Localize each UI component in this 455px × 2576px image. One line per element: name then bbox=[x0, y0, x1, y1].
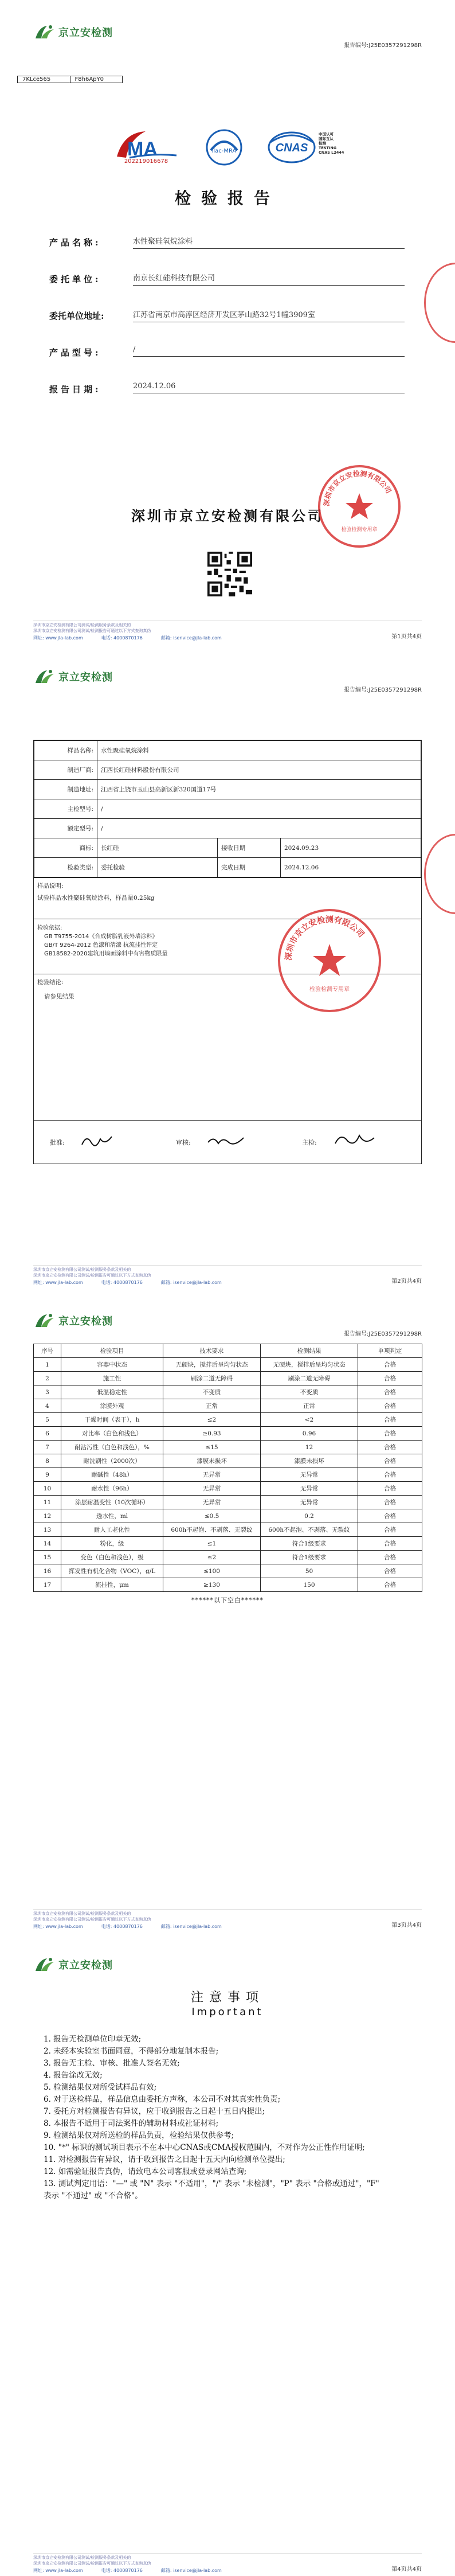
code-1: 7KLce565 bbox=[22, 76, 51, 83]
notice-subtitle: Important bbox=[191, 2006, 264, 2018]
table-cell: 2 bbox=[34, 1372, 61, 1385]
table-cell: 刷涂二道无障碍 bbox=[261, 1372, 358, 1385]
table-cell: 耐人工老化性 bbox=[61, 1523, 163, 1537]
table-row bbox=[34, 1399, 422, 1413]
table-cell: 合格 bbox=[358, 1358, 422, 1372]
table-cell: 正常 bbox=[261, 1399, 358, 1413]
cma-number: 202219016678 bbox=[124, 158, 168, 165]
page-number: 第4页共4页 bbox=[391, 2566, 422, 2573]
table-cell: 11 bbox=[34, 1496, 61, 1509]
table-cell: 低温稳定性 bbox=[61, 1385, 163, 1399]
form-row: 样品名称: 水性聚硅氧烷涂料 bbox=[34, 741, 421, 760]
form-row: 制造厂商: 江西长红硅材料股份有限公司 bbox=[34, 760, 421, 780]
table-cell: 17 bbox=[34, 1578, 61, 1592]
report-title: 检验报告 bbox=[174, 189, 280, 208]
svg-text:MA: MA bbox=[127, 138, 158, 160]
notice-item: 1. 报告无检测单位印章无效; bbox=[44, 2035, 142, 2044]
table-cell: 4 bbox=[34, 1399, 61, 1413]
brand-logo bbox=[33, 668, 113, 686]
table-cell: 0.2 bbox=[261, 1509, 358, 1523]
table-cell: 不变质 bbox=[261, 1385, 358, 1399]
notice-item: 6. 对于送检样品，样品信息由委托方声称，本公司不对其真实性负责; bbox=[44, 2095, 281, 2104]
footer-email[interactable]: 邮箱: isenvice@jla-lab.com bbox=[160, 635, 222, 641]
table-cell: 透水性，ml bbox=[61, 1509, 163, 1523]
blank-note: ******以下空白****** bbox=[191, 1597, 264, 1604]
test-conclusion: 检验结论: 请参见结果 bbox=[34, 974, 421, 1100]
notice-item: 3. 报告无主检、审核、批准人签名无效; bbox=[44, 2059, 180, 2068]
form-row-trademark: 商标: 长红硅 接收日期 2024.09.23 bbox=[34, 838, 421, 858]
notice-item: 8. 本报告不适用于司法案件的辅助材料或社证材料; bbox=[44, 2119, 219, 2128]
certification-logos bbox=[112, 123, 353, 169]
table-cell: 合格 bbox=[358, 1441, 422, 1454]
table-cell: 合格 bbox=[358, 1468, 422, 1482]
table-cell: 7 bbox=[34, 1441, 61, 1454]
form-row: 主检型号: / bbox=[34, 799, 421, 819]
table-cell: 合格 bbox=[358, 1385, 422, 1399]
footer-email[interactable]: 邮箱: isenvice@jla-lab.com bbox=[160, 1280, 222, 1285]
table-cell: 漆膜未损坏 bbox=[261, 1454, 358, 1468]
notice-item: 2. 未经本实验室书面同意，不得部分地复制本报告; bbox=[44, 2047, 219, 2056]
notice-item: 5. 检测结果仅对所受试样品有效; bbox=[44, 2083, 157, 2092]
cnas-text: CNAS bbox=[275, 142, 308, 154]
table-cell: 无硬块，搅拌后呈均匀状态 bbox=[261, 1358, 358, 1372]
cnas-logo bbox=[267, 127, 353, 167]
notice-item: 13. 测试判定用语："—" 或 "N" 表示 "不适用"，"/" 表示 "未检测"，"P" 表示 "合格或通过"，"F" 表示 "不通过" 或 "不合格"。 bbox=[44, 2179, 379, 2200]
info-row-product: 产品名称: 水性聚硅氧烷涂料 bbox=[49, 236, 405, 273]
table-cell: <2 bbox=[261, 1413, 358, 1427]
form-row-check-type: 检验类型: 委托检验 完成日期 2024.12.06 bbox=[34, 858, 421, 877]
form-row: 额定型号: / bbox=[34, 819, 421, 838]
table-cell: 干燥时间（表干），h bbox=[61, 1413, 163, 1427]
info-row-address: 委托单位地址: 江苏省南京市高淳区经济开发区茅山路32号1幢3909室 bbox=[49, 310, 405, 346]
table-row bbox=[34, 1482, 422, 1496]
table-cell: 10 bbox=[34, 1482, 61, 1496]
notice-item: 7. 委托方对检测报告有异议，应于收到报告之日起十五日内提出; bbox=[44, 2107, 265, 2116]
table-cell: 1 bbox=[34, 1358, 61, 1372]
table-cell: 施工性 bbox=[61, 1372, 163, 1385]
table-row bbox=[34, 1578, 422, 1592]
page-header bbox=[0, 1933, 455, 1977]
brand-logo-icon bbox=[33, 668, 56, 685]
table-cell: 不变质 bbox=[163, 1385, 261, 1399]
footer-phone: 电话: 4000870176 bbox=[101, 635, 143, 641]
page-header bbox=[0, 1289, 455, 1337]
info-row-date: 报告日期: 2024.12.06 bbox=[49, 383, 405, 420]
notice-list bbox=[44, 2034, 387, 2202]
brand-name: 京立安检测 bbox=[58, 1960, 113, 1972]
footer-email[interactable]: 邮箱: isenvice@jla-lab.com bbox=[160, 1924, 222, 1929]
footer-phone: 电话: 4000870176 bbox=[101, 1924, 143, 1929]
report-page-2 bbox=[0, 645, 455, 1289]
brand-logo bbox=[33, 1312, 113, 1330]
report-info bbox=[49, 236, 405, 420]
brand-logo-icon bbox=[33, 1956, 56, 1973]
table-cell: 无异常 bbox=[163, 1482, 261, 1496]
table-cell: 合格 bbox=[358, 1523, 422, 1537]
brand-logo bbox=[33, 23, 113, 41]
table-cell: ≥130 bbox=[163, 1578, 261, 1592]
table-cell: ≤1 bbox=[163, 1537, 261, 1551]
side-seal bbox=[424, 263, 455, 343]
table-cell: 无异常 bbox=[261, 1468, 358, 1482]
table-cell: 耐洗刷性（2000次） bbox=[61, 1454, 163, 1468]
table-cell: 流挂性，μm bbox=[61, 1578, 163, 1592]
notice-item: 12. 如需验证报告真伪，请致电本公司客服或登录网站查询; bbox=[44, 2167, 247, 2176]
footer-phone: 电话: 4000870176 bbox=[101, 2568, 143, 2573]
table-cell: 3 bbox=[34, 1385, 61, 1399]
table-cell: 合格 bbox=[358, 1372, 422, 1385]
table-cell: 14 bbox=[34, 1537, 61, 1551]
page-footer: 深圳市京立安检测有限公司测试/检测服务条款及相关的 深圳市京立安检测有限公司测试/检测报告可通过以下方式查询真伪 网址: www.jla-lab.com 电话: 4000870176 邮箱: isenvice@jla-lab.com 第1页共4页 bbox=[33, 620, 422, 641]
table-cell: 6 bbox=[34, 1427, 61, 1441]
report-page-1 bbox=[0, 0, 455, 645]
table-cell: 8 bbox=[34, 1454, 61, 1468]
table-row bbox=[34, 1564, 422, 1578]
signature-inspector bbox=[332, 1130, 378, 1150]
brand-name: 京立安检测 bbox=[58, 27, 113, 39]
page-header bbox=[0, 0, 455, 49]
code-2: F8h6ApY0 bbox=[70, 76, 123, 83]
table-cell: 挥发性有机化合物（VOC），g/L bbox=[61, 1564, 163, 1578]
official-seal bbox=[316, 463, 402, 549]
qr-code-icon[interactable] bbox=[207, 552, 252, 596]
table-row bbox=[34, 1509, 422, 1523]
table-row bbox=[34, 1413, 422, 1427]
table-cell: 符合1级要求 bbox=[261, 1551, 358, 1564]
info-row-client: 委托单位: 南京长红硅科技有限公司 bbox=[49, 273, 405, 310]
table-cell: 15 bbox=[34, 1551, 61, 1564]
table-cell: 耐碱性（48h） bbox=[61, 1468, 163, 1482]
table-cell: 0.96 bbox=[261, 1427, 358, 1441]
ilac-mra-logo-icon bbox=[204, 127, 244, 167]
table-cell: 合格 bbox=[358, 1454, 422, 1468]
table-row bbox=[34, 1385, 422, 1399]
table-cell: ≤15 bbox=[163, 1441, 261, 1454]
table-cell: 150 bbox=[261, 1578, 358, 1592]
notice-item: 9. 检测结果仅对所送检的样品负责，检验结果仅供参考; bbox=[44, 2131, 234, 2140]
table-cell: 耐沾污性（白色和浅色），% bbox=[61, 1441, 163, 1454]
table-cell: 50 bbox=[261, 1564, 358, 1578]
svg-text:检验检测专用章: 检验检测专用章 bbox=[309, 986, 350, 993]
svg-text:检验检测专用章: 检验检测专用章 bbox=[341, 527, 378, 533]
page-footer: 深圳市京立安检测有限公司测试/检测服务条款及相关的 深圳市京立安检测有限公司测试/检测报告可通过以下方式查询真伪 网址: www.jla-lab.com 电话: 4000870176 邮箱: isenvice@jla-lab.com 第3页共4页 bbox=[33, 1909, 422, 1930]
table-cell: 12 bbox=[261, 1441, 358, 1454]
info-row-model: 产品型号: / bbox=[49, 346, 405, 383]
table-cell: 合格 bbox=[358, 1578, 422, 1592]
table-cell: ≥0.93 bbox=[163, 1427, 261, 1441]
table-cell: 刷涂二道无障碍 bbox=[163, 1372, 261, 1385]
table-cell: 无异常 bbox=[261, 1496, 358, 1509]
table-row bbox=[34, 1537, 422, 1551]
page-number: 第2页共4页 bbox=[391, 1278, 422, 1285]
table-cell: 合格 bbox=[358, 1564, 422, 1578]
table-cell: 无硬块，搅拌后呈均匀状态 bbox=[163, 1358, 261, 1372]
table-row bbox=[34, 1496, 422, 1509]
page-number: 第1页共4页 bbox=[391, 634, 422, 640]
table-cell: 合格 bbox=[358, 1427, 422, 1441]
table-cell: 合格 bbox=[358, 1537, 422, 1551]
footer-web[interactable]: 网址: www.jla-lab.com bbox=[33, 1280, 83, 1285]
svg-text:深圳市京立安检测有限公司: 深圳市京立安检测有限公司 bbox=[322, 469, 393, 507]
results-header: 序号 检验项目 技术要求 检测结果 单项判定 bbox=[34, 1344, 422, 1358]
footer-web[interactable]: 网址: www.jla-lab.com bbox=[33, 635, 83, 641]
table-cell: 涂膜外观 bbox=[61, 1399, 163, 1413]
brand-name: 京立安检测 bbox=[58, 672, 113, 684]
official-seal bbox=[275, 906, 384, 1015]
signature-approver bbox=[80, 1132, 114, 1149]
table-cell: ≤0.5 bbox=[163, 1509, 261, 1523]
brand-logo-icon bbox=[33, 24, 56, 41]
verification-codes bbox=[17, 76, 123, 83]
table-cell: 变色（白色和浅色），级 bbox=[61, 1551, 163, 1564]
table-cell: 600h不起泡、不剥落、无裂纹 bbox=[163, 1523, 261, 1537]
table-row bbox=[34, 1551, 422, 1564]
table-cell: ≤100 bbox=[163, 1564, 261, 1578]
table-cell: 无异常 bbox=[261, 1482, 358, 1496]
table-cell: 9 bbox=[34, 1468, 61, 1482]
table-row bbox=[34, 1358, 422, 1372]
table-cell: 13 bbox=[34, 1523, 61, 1537]
side-seal bbox=[424, 834, 455, 914]
table-cell: 无异常 bbox=[163, 1468, 261, 1482]
table-row bbox=[34, 1441, 422, 1454]
notice-item: 11. 对检测报告有异议，请于收到报告之日起十五天内向检测单位提出; bbox=[44, 2155, 285, 2164]
brand-name: 京立安检测 bbox=[58, 1316, 113, 1328]
table-row bbox=[34, 1372, 422, 1385]
footer-web[interactable]: 网址: www.jla-lab.com bbox=[33, 1924, 83, 1929]
report-page-3 bbox=[0, 1289, 455, 1933]
table-cell: ≤2 bbox=[163, 1551, 261, 1564]
report-page-4 bbox=[0, 1933, 455, 2576]
table-cell: 耐水性（96h） bbox=[61, 1482, 163, 1496]
form-row: 制造地址: 江西省上饶市玉山县高新区新320国道17号 bbox=[34, 780, 421, 799]
table-cell: 容器中状态 bbox=[61, 1358, 163, 1372]
page-header bbox=[0, 645, 455, 693]
table-cell: 合格 bbox=[358, 1399, 422, 1413]
page-footer: 深圳市京立安检测有限公司测试/检测服务条款及相关的 深圳市京立安检测有限公司测试/检测报告可通过以下方式查询真伪 网址: www.jla-lab.com 电话: 4000870176 邮箱: isenvice@jla-lab.com 第4页共4页 bbox=[33, 2553, 422, 2574]
page-number: 第3页共4页 bbox=[391, 1922, 422, 1929]
table-cell: 合格 bbox=[358, 1509, 422, 1523]
table-cell: 正常 bbox=[163, 1399, 261, 1413]
footer-web[interactable]: 网址: www.jla-lab.com bbox=[33, 2568, 83, 2573]
brand-logo bbox=[33, 1956, 113, 1974]
report-number: 报告编号:J25E0357291298R bbox=[344, 1331, 422, 1337]
notice-title: 注意事项 bbox=[190, 1990, 264, 2005]
notice-item: 4. 报告涂改无效; bbox=[44, 2071, 103, 2080]
signature-area: 批准: 审核: 主检: bbox=[34, 1120, 421, 1164]
results-table bbox=[33, 1344, 422, 1608]
table-cell: 5 bbox=[34, 1413, 61, 1427]
table-cell: 漆膜未损坏 bbox=[163, 1454, 261, 1468]
table-row bbox=[34, 1454, 422, 1468]
table-cell: 对比率（白色和浅色） bbox=[61, 1427, 163, 1441]
table-cell: 600h不起泡、不剥落、无裂纹 bbox=[261, 1523, 358, 1537]
brand-logo-icon bbox=[33, 1312, 56, 1329]
report-number: 报告编号:J25E0357291298R bbox=[344, 687, 422, 693]
table-cell: 合格 bbox=[358, 1413, 422, 1427]
table-cell: 16 bbox=[34, 1564, 61, 1578]
table-row bbox=[34, 1523, 422, 1537]
table-cell: 涂层耐温变性（10次循环） bbox=[61, 1496, 163, 1509]
sample-description: 样品说明: 试验样品水性聚硅氧烷涂料，样品量0.25kg bbox=[34, 877, 421, 919]
table-cell: 合格 bbox=[358, 1551, 422, 1564]
table-cell: 合格 bbox=[358, 1496, 422, 1509]
table-cell: 合格 bbox=[358, 1482, 422, 1496]
signature-reviewer bbox=[206, 1132, 246, 1149]
table-cell: 粉化，级 bbox=[61, 1537, 163, 1551]
cnas-logo-icon bbox=[267, 127, 316, 167]
table-cell: 符合1级要求 bbox=[261, 1537, 358, 1551]
svg-text:深圳市京立安检测有限公司: 深圳市京立安检测有限公司 bbox=[284, 915, 366, 961]
table-cell: ≤2 bbox=[163, 1413, 261, 1427]
footer-email[interactable]: 邮箱: isenvice@jla-lab.com bbox=[160, 2568, 222, 2573]
footer-phone: 电话: 4000870176 bbox=[101, 1280, 143, 1285]
test-basis: 检验依据: GB T9755-2014《合成树脂乳液外墙涂料》 GB/T 9264-2012 色漆和清漆 抗流挂性评定 GB18582-2020建筑用墙面涂料中有害物质限量 bbox=[34, 919, 421, 974]
table-row bbox=[34, 1468, 422, 1482]
table-cell: 无异常 bbox=[163, 1496, 261, 1509]
ilac-text: ilac-MRA bbox=[211, 148, 237, 154]
table-row bbox=[34, 1427, 422, 1441]
table-cell: 12 bbox=[34, 1509, 61, 1523]
report-number: 报告编号:J25E0357291298R bbox=[344, 42, 422, 49]
results-body bbox=[34, 1358, 422, 1592]
issuing-company: 深圳市京立安检测有限公司 bbox=[131, 508, 324, 524]
page-footer: 深圳市京立安检测有限公司测试/检测服务条款及相关的 深圳市京立安检测有限公司测试/检测报告可通过以下方式查询真伪 网址: www.jla-lab.com 电话: 4000870176 邮箱: isenvice@jla-lab.com 第2页共4页 bbox=[33, 1265, 422, 1286]
notice-item: 10. "*" 标识的测试项目表示不在本中心CNAS或CMA授权范围内，不对作为公正性作用证明; bbox=[44, 2143, 365, 2152]
cnas-side-text: 中国认可 国际互认 检测 TESTING CNAS L2444 bbox=[319, 132, 344, 155]
